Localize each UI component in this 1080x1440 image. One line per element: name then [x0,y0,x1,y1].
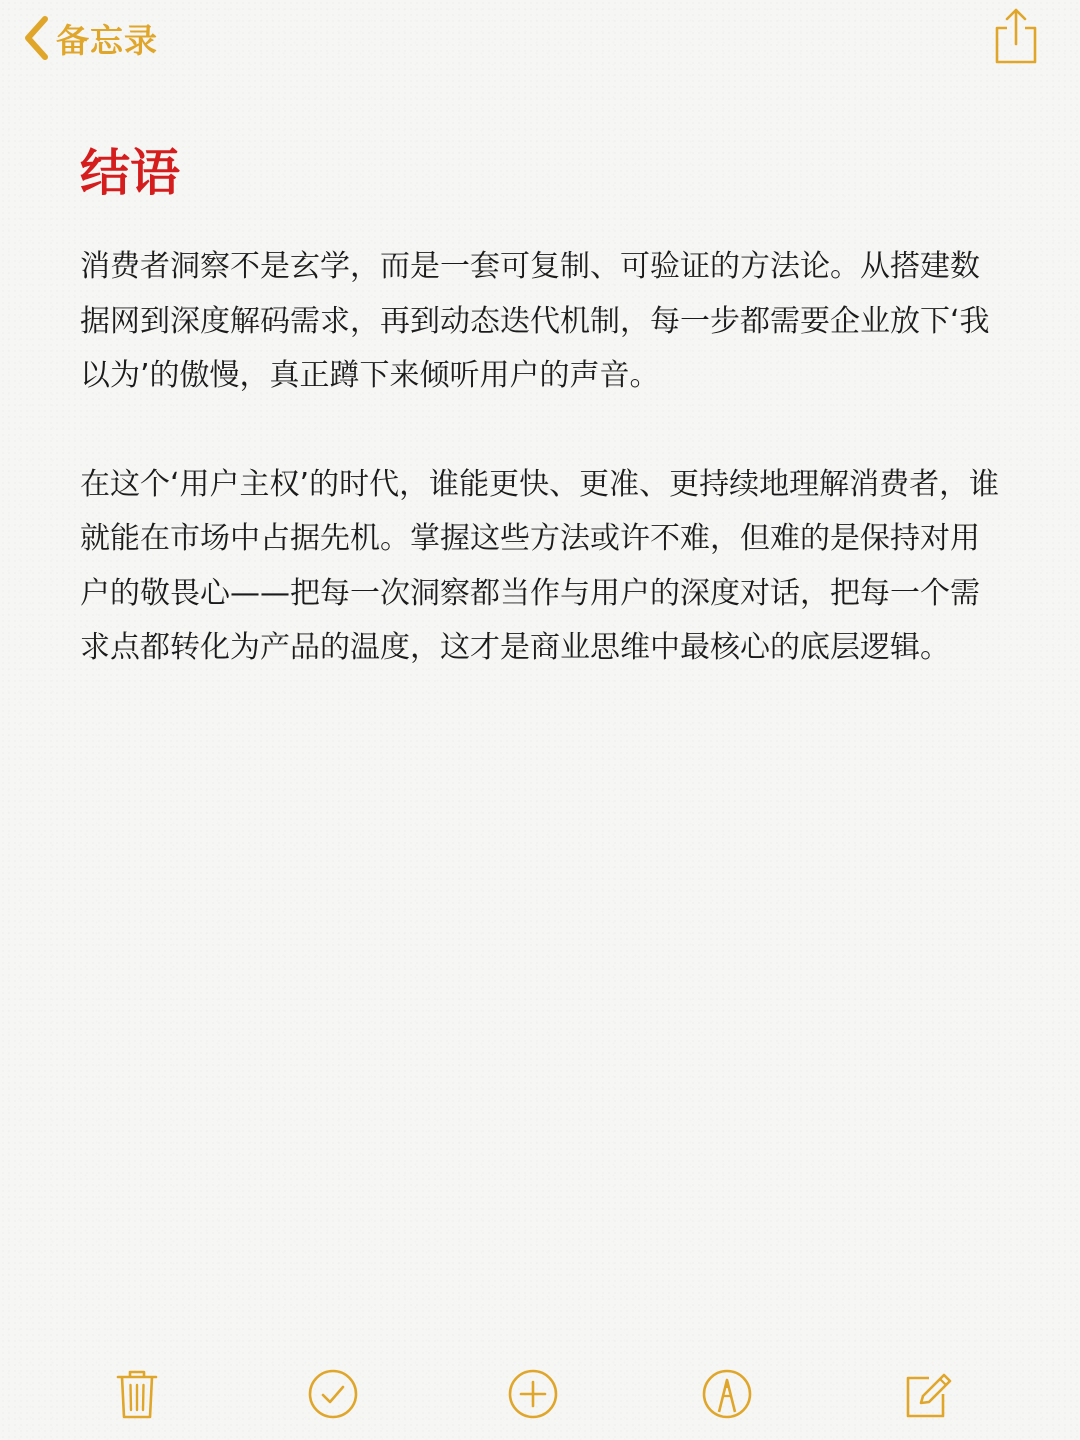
nav-bar [0,0,1080,80]
note-paragraph-1: 消费者洞察不是玄学，而是一套可复制、可验证的方法论。从搭建数据网到深度解码需求，再到动态迭代机制，每一步都需要企业放下‘我以为’的傲慢，真正蹲下来倾听用户的声音。 [80,249,990,393]
add-icon [506,1367,560,1421]
back-label: 备忘录 [56,20,158,60]
note-body[interactable] [80,240,1000,730]
bottom-toolbar [0,1350,1080,1440]
note-paragraph-2: 在这个‘用户主权’的时代，谁能更快、更准、更持续地理解消费者，谁就能在市场中占据先机。掌握这些方法或许不难，但难的是保持对用户的敬畏心——把每一次洞察都当作与用户的深度对话，把每一个需求点都转化为产品的温度，这才是商业思维中最核心的底层逻辑。 [80,466,1000,665]
back-button[interactable] [22,12,158,64]
checklist-button[interactable] [303,1364,363,1424]
compose-icon [899,1366,955,1422]
delete-button[interactable] [107,1364,167,1424]
share-button[interactable] [990,6,1042,66]
compose-button[interactable] [897,1364,957,1424]
share-icon [990,6,1042,66]
trash-icon [115,1367,159,1421]
note-title: 结语 [80,144,180,202]
add-button[interactable] [503,1364,563,1424]
markup-icon [700,1367,754,1421]
checklist-icon [306,1367,360,1421]
markup-button[interactable] [697,1364,757,1424]
chevron-left-icon [22,15,50,61]
